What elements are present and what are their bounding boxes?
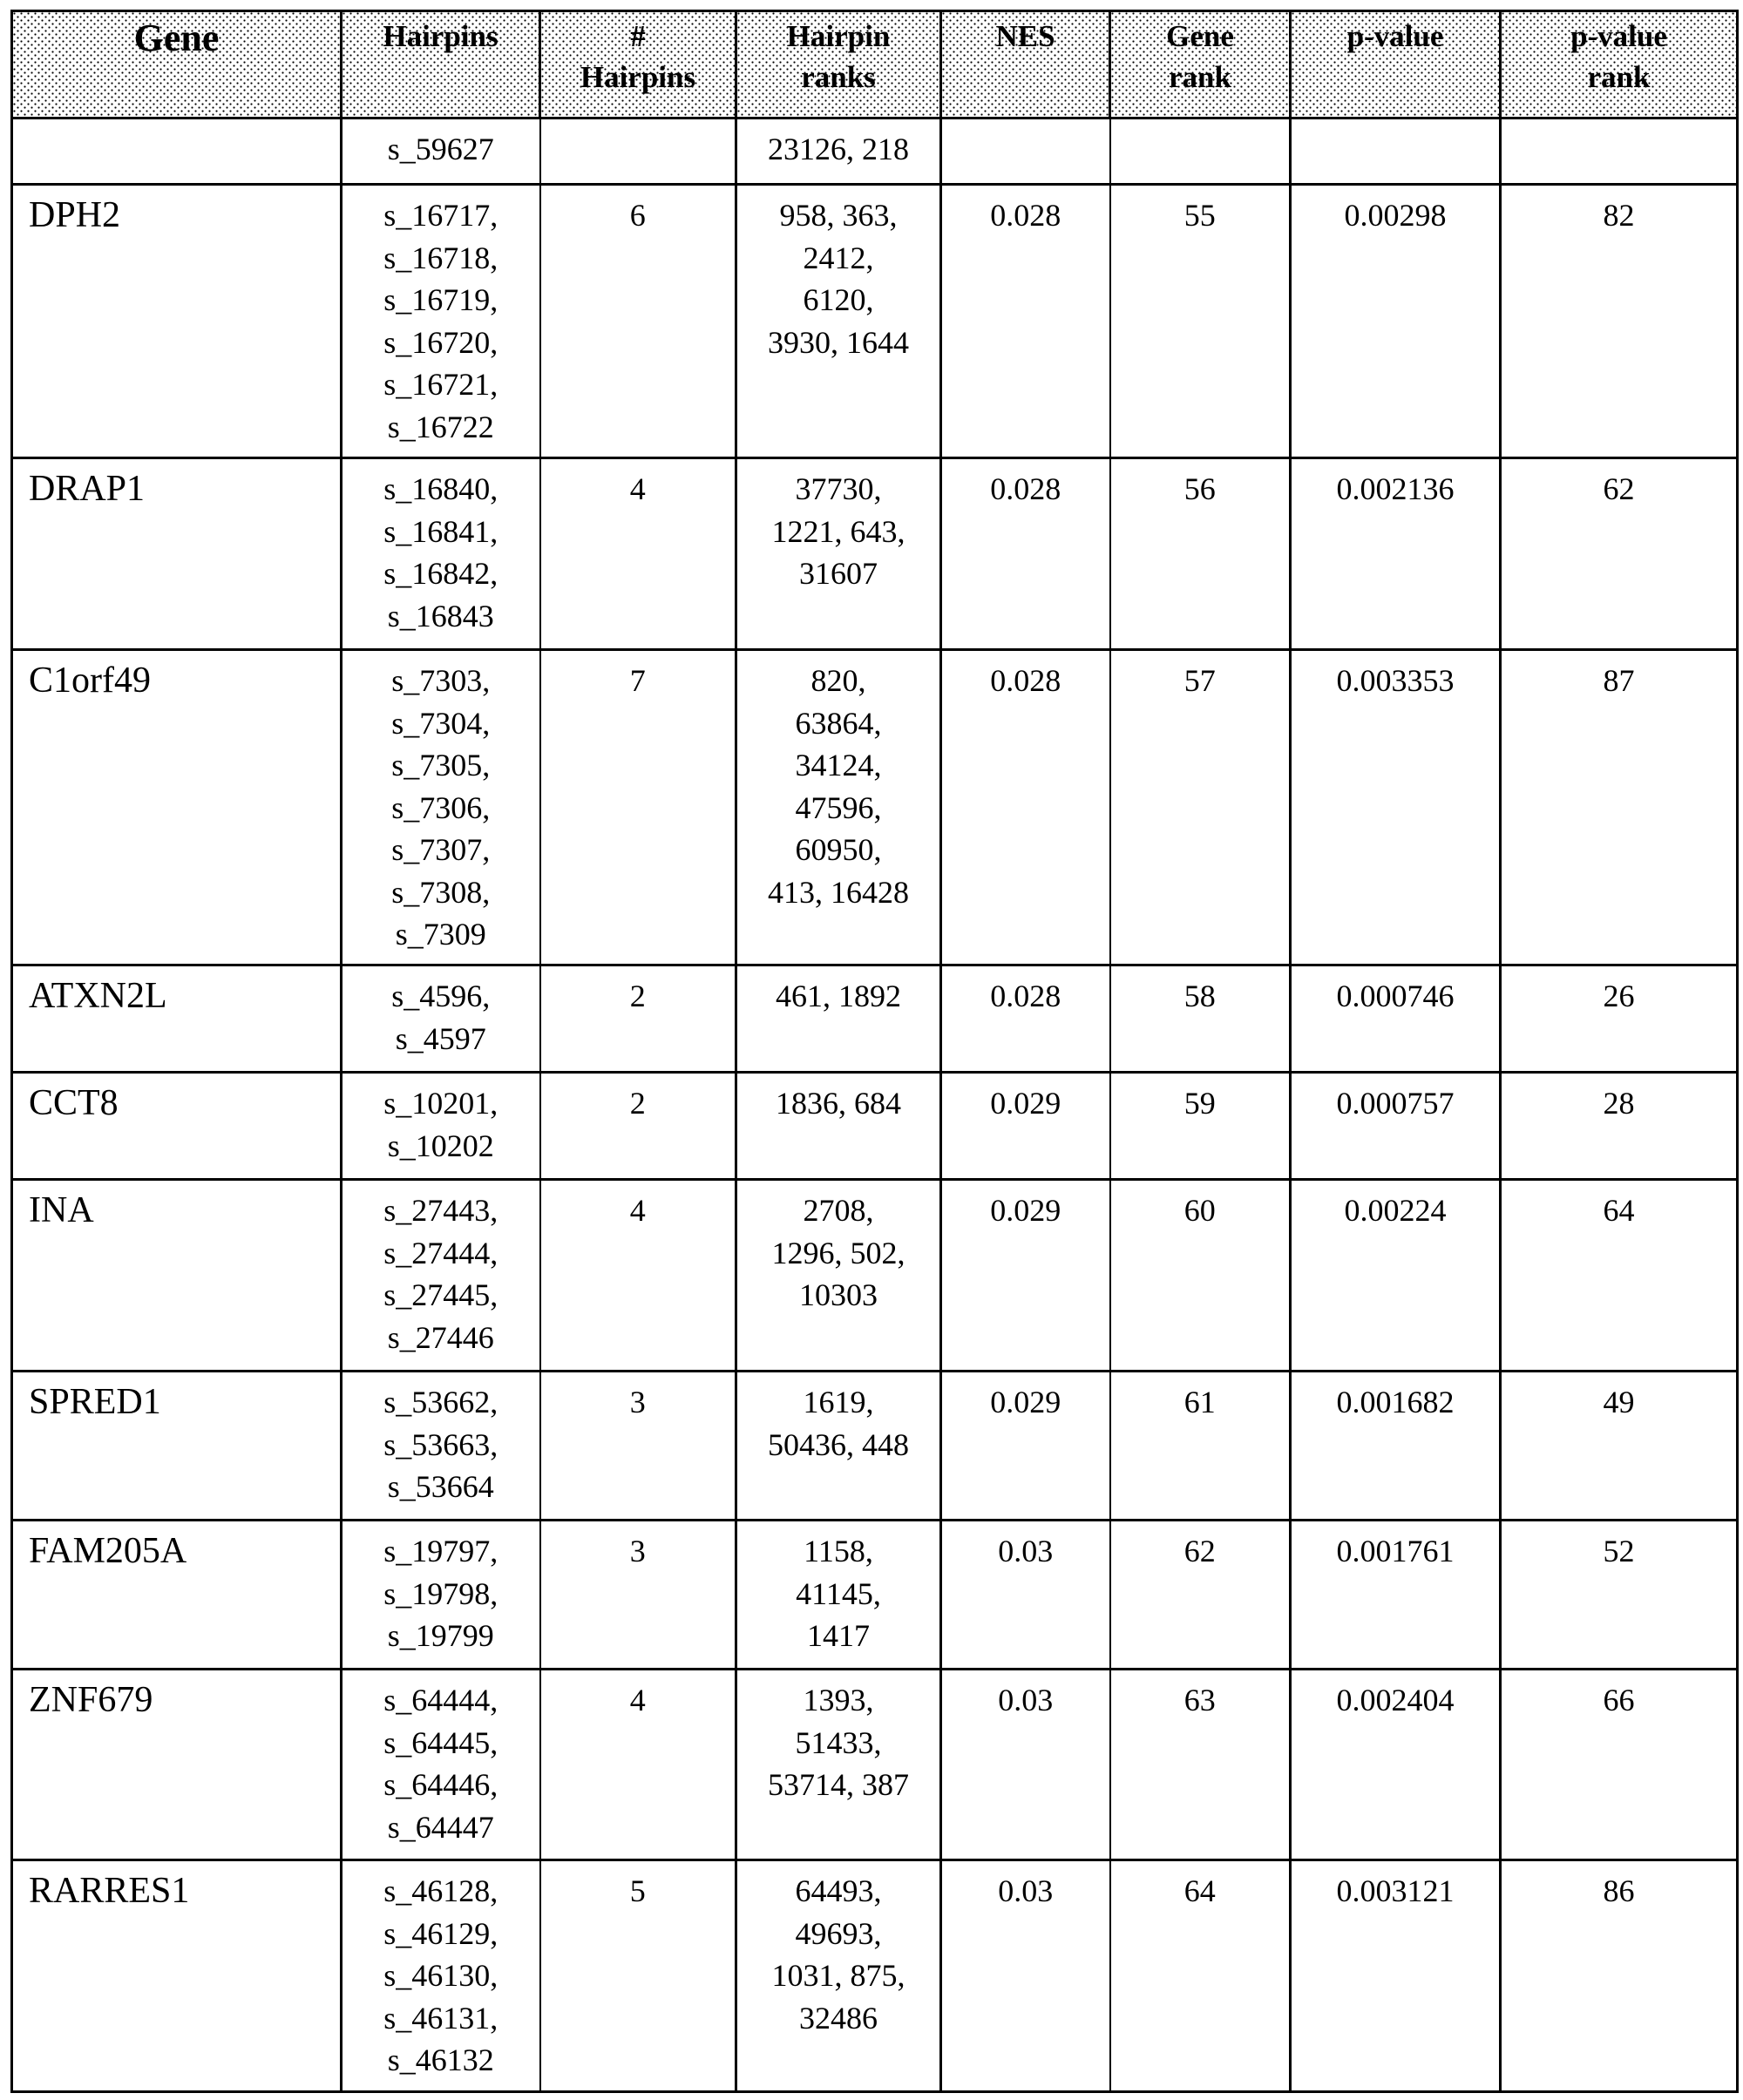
hairpin-id: s_64444,	[383, 1683, 498, 1717]
p-value-cell	[1291, 458, 1501, 650]
nes-cell	[941, 965, 1110, 1073]
p-value-rank: 52	[1603, 1534, 1635, 1568]
gene-rank-cell	[1110, 1073, 1291, 1180]
nes-cell	[941, 1521, 1110, 1670]
hairpins-cell	[342, 650, 540, 965]
gene-cell	[12, 650, 342, 965]
num-hairpins-cell	[540, 1860, 736, 2092]
gene-rank-cell	[1110, 965, 1291, 1073]
table-body	[12, 119, 1738, 2092]
gene-rank-cell	[1110, 1670, 1291, 1860]
gene-cell	[12, 1073, 342, 1180]
hairpin-rank: 461, 1892	[776, 979, 901, 1013]
p-value-cell	[1291, 965, 1501, 1073]
hairpin-id: s_64447	[387, 1809, 494, 1845]
nes-cell	[941, 1670, 1110, 1860]
p-value: 0.000757	[1336, 1086, 1455, 1121]
hairpin-rank: 1393,	[803, 1683, 874, 1717]
hairpin-rank: 51433,	[795, 1724, 882, 1760]
hairpin-rank: 34124,	[795, 748, 882, 782]
p-value-rank: 64	[1603, 1193, 1635, 1228]
nes-value: 0.028	[990, 663, 1061, 698]
header-num-hairpins: # Hairpins	[540, 11, 736, 119]
hairpin-id: s_27444,	[383, 1235, 498, 1270]
hairpin-rank: 37730,	[795, 471, 882, 506]
hairpin-rank: 958, 363,	[779, 198, 898, 233]
num-hairpins-cell	[540, 458, 736, 650]
hairpin-id: s_19797,	[383, 1534, 498, 1568]
hairpin-rank: 6120,	[803, 282, 874, 317]
hairpin-rank: 10303	[799, 1277, 878, 1312]
num-hairpins: 2	[629, 1086, 646, 1121]
hairpin-ranks-cell	[736, 458, 941, 650]
hairpin-id: s_10201,	[383, 1086, 498, 1121]
p-value-rank: 49	[1603, 1385, 1635, 1419]
gene-rank-cell	[1110, 119, 1291, 185]
hairpin-ranks-cell	[736, 1372, 941, 1521]
hairpin-ranks-cell	[736, 650, 941, 965]
hairpin-id: s_7308,	[391, 874, 491, 910]
hairpin-id: s_59627	[387, 132, 494, 166]
nes-value: 0.03	[998, 1534, 1054, 1568]
num-hairpins: 4	[629, 471, 646, 506]
gene-rank: 55	[1183, 198, 1216, 233]
num-hairpins: 4	[629, 1193, 646, 1228]
hairpin-id: s_46130,	[383, 1958, 498, 1993]
hairpin-rank: 23126, 218	[768, 132, 909, 166]
header-row	[12, 11, 1738, 119]
hairpin-id: s_27443,	[383, 1193, 498, 1228]
hairpin-ranks-cell	[736, 1073, 941, 1180]
table-row	[12, 650, 1738, 965]
hairpin-id: s_27445,	[383, 1277, 498, 1312]
nes-value: 0.029	[990, 1086, 1061, 1121]
hairpin-id: s_16721,	[383, 367, 498, 402]
p-value-rank-cell	[1501, 965, 1738, 1073]
hairpin-rank: 2412,	[803, 240, 874, 275]
p-value-cell	[1291, 1073, 1501, 1180]
p-value-rank: 62	[1603, 471, 1635, 506]
gene-rank-cell	[1110, 1860, 1291, 2092]
hairpin-id: s_7304,	[391, 705, 491, 741]
hairpin-id: s_16842,	[383, 556, 498, 591]
p-value-cell	[1291, 1521, 1501, 1670]
hairpin-rank: 41145,	[796, 1575, 881, 1611]
num-hairpins: 3	[629, 1534, 646, 1568]
hairpin-ranks-cell	[736, 1521, 941, 1670]
hairpins-cell	[342, 1521, 540, 1670]
p-value-rank-cell	[1501, 185, 1738, 458]
num-hairpins: 4	[629, 1683, 646, 1717]
hairpin-rank: 1031, 875,	[771, 1958, 905, 1993]
gene-cell	[12, 1860, 342, 2092]
p-value: 0.00298	[1344, 198, 1447, 233]
gene-rank-cell	[1110, 185, 1291, 458]
nes-value: 0.029	[990, 1385, 1061, 1419]
nes-cell	[941, 185, 1110, 458]
hairpin-id: s_53663,	[383, 1426, 498, 1462]
hairpin-rank: 1221, 643,	[771, 513, 905, 549]
gene-rank: 61	[1183, 1385, 1216, 1419]
p-value-rank-cell	[1501, 1372, 1738, 1521]
hairpin-id: s_7305,	[391, 748, 491, 782]
hairpin-rank: 32486	[799, 2000, 878, 2036]
hairpin-id: s_27446	[387, 1319, 494, 1355]
hairpin-ranks-cell	[736, 1670, 941, 1860]
hairpin-ranks-cell	[736, 1180, 941, 1372]
nes-cell	[941, 119, 1110, 185]
table-row	[12, 185, 1738, 458]
hairpins-cell	[342, 965, 540, 1073]
hairpin-id: s_46131,	[383, 2000, 498, 2036]
hairpin-id: s_16843	[387, 598, 494, 633]
hairpin-rank: 2708,	[803, 1193, 874, 1228]
p-value-rank: 66	[1603, 1683, 1635, 1717]
num-hairpins: 6	[629, 198, 646, 233]
p-value-cell	[1291, 1180, 1501, 1372]
table-row	[12, 965, 1738, 1073]
gene-name: CCT8	[29, 1083, 119, 1123]
gene-rank: 62	[1183, 1534, 1216, 1568]
hairpin-id: s_19798,	[383, 1575, 498, 1611]
hairpin-id: s_10202	[387, 1128, 494, 1163]
hairpins-cell	[342, 1860, 540, 2092]
gene-name: FAM205A	[29, 1531, 187, 1571]
hairpin-id: s_16840,	[383, 471, 498, 506]
table-row	[12, 1073, 1738, 1180]
p-value-rank-cell	[1501, 458, 1738, 650]
nes-value: 0.028	[990, 979, 1061, 1013]
gene-name: DRAP1	[29, 469, 146, 509]
hairpin-ranks-cell	[736, 1860, 941, 2092]
hairpin-rank: 49693,	[795, 1915, 882, 1951]
hairpin-id: s_7306,	[391, 789, 491, 825]
nes-cell	[941, 1180, 1110, 1372]
gene-rank: 58	[1183, 979, 1216, 1013]
hairpin-id: s_53662,	[383, 1385, 498, 1419]
hairpin-id: s_46128,	[383, 1873, 498, 1908]
nes-cell	[941, 458, 1110, 650]
p-value-rank: 26	[1603, 979, 1635, 1013]
gene-rank-cell	[1110, 1180, 1291, 1372]
p-value-cell	[1291, 1860, 1501, 2092]
p-value-rank: 87	[1603, 663, 1635, 698]
gene-cell	[12, 119, 342, 185]
hairpin-rank: 50436, 448	[768, 1426, 909, 1462]
gene-rank-cell	[1110, 1372, 1291, 1521]
header-hairpin-ranks: Hairpin ranks	[736, 11, 941, 119]
hairpin-rank: 47596,	[795, 789, 882, 825]
gene-rank: 59	[1183, 1086, 1216, 1121]
p-value-cell	[1291, 650, 1501, 965]
header-p-value: p-value	[1291, 11, 1501, 119]
gene-name: RARRES1	[29, 1871, 190, 1911]
hairpin-id: s_46132	[387, 2042, 494, 2077]
p-value: 0.003353	[1336, 663, 1455, 698]
nes-value: 0.03	[998, 1683, 1054, 1717]
gene-cell	[12, 1180, 342, 1372]
hairpins-cell	[342, 185, 540, 458]
hairpin-rank: 3930, 1644	[768, 324, 909, 360]
p-value: 0.000746	[1336, 979, 1455, 1013]
hairpin-id: s_16717,	[383, 198, 498, 233]
nes-cell	[941, 1860, 1110, 2092]
gene-rank-cell	[1110, 650, 1291, 965]
table-row	[12, 1521, 1738, 1670]
p-value-rank-cell	[1501, 1860, 1738, 2092]
nes-value: 0.029	[990, 1193, 1061, 1228]
gene-name: DPH2	[29, 195, 121, 235]
num-hairpins-cell	[540, 1670, 736, 1860]
num-hairpins: 3	[629, 1385, 646, 1419]
num-hairpins: 7	[629, 663, 646, 698]
hairpin-ranks-cell	[736, 965, 941, 1073]
header-gene: Gene	[12, 11, 342, 119]
num-hairpins-cell	[540, 1372, 736, 1521]
hairpin-rank: 1296, 502,	[771, 1235, 905, 1270]
p-value-rank-cell	[1501, 1073, 1738, 1180]
hairpin-id: s_53664	[387, 1469, 494, 1504]
hairpin-rank: 820,	[810, 663, 866, 698]
hairpin-rank: 60950,	[795, 832, 882, 867]
gene-name: C1orf49	[29, 660, 151, 701]
num-hairpins-cell	[540, 185, 736, 458]
hairpin-id: s_16718,	[383, 240, 498, 275]
hairpin-id: s_64446,	[383, 1767, 498, 1802]
hairpin-id: s_16841,	[383, 513, 498, 549]
hairpins-cell	[342, 1073, 540, 1180]
header-p-value-rank: p-value rank	[1501, 11, 1738, 119]
p-value-cell	[1291, 119, 1501, 185]
p-value-rank-cell	[1501, 1670, 1738, 1860]
hairpin-id: s_19799	[387, 1618, 494, 1653]
p-value: 0.001761	[1336, 1534, 1455, 1568]
hairpin-rank: 31607	[799, 556, 878, 591]
p-value-rank: 28	[1603, 1086, 1635, 1121]
hairpin-rank: 1619,	[803, 1385, 874, 1419]
gene-rank: 60	[1183, 1193, 1216, 1228]
table-row	[12, 1670, 1738, 1860]
gene-rank: 63	[1183, 1683, 1216, 1717]
nes-cell	[941, 1073, 1110, 1180]
p-value: 0.001682	[1336, 1385, 1455, 1419]
gene-cell	[12, 1670, 342, 1860]
gene-cell	[12, 458, 342, 650]
hairpins-cell	[342, 1372, 540, 1521]
header-gene-rank: Gene rank	[1110, 11, 1291, 119]
gene-cell	[12, 965, 342, 1073]
table-row	[12, 1372, 1738, 1521]
num-hairpins-cell	[540, 650, 736, 965]
nes-value: 0.028	[990, 198, 1061, 233]
nes-cell	[941, 650, 1110, 965]
p-value-rank-cell	[1501, 119, 1738, 185]
gene-cell	[12, 1372, 342, 1521]
hairpin-rank: 413, 16428	[768, 874, 909, 910]
p-value-cell	[1291, 1670, 1501, 1860]
hairpin-id: s_7303,	[391, 663, 491, 698]
p-value-rank: 82	[1603, 198, 1635, 233]
p-value: 0.00224	[1344, 1193, 1447, 1228]
num-hairpins: 2	[629, 979, 646, 1013]
p-value-rank-cell	[1501, 1180, 1738, 1372]
hairpin-rank: 1836, 684	[776, 1086, 901, 1121]
hairpin-id: s_4597	[395, 1020, 486, 1056]
gene-name: SPRED1	[29, 1382, 161, 1422]
hairpin-id: s_64445,	[383, 1724, 498, 1760]
hairpins-cell	[342, 458, 540, 650]
hairpin-rank: 64493,	[795, 1873, 882, 1908]
nes-cell	[941, 1372, 1110, 1521]
hairpin-id: s_7309	[395, 917, 486, 952]
hairpin-rank: 63864,	[795, 705, 882, 741]
hairpin-id: s_4596,	[391, 979, 491, 1013]
hairpin-ranks-cell	[736, 119, 941, 185]
hairpin-id: s_46129,	[383, 1915, 498, 1951]
p-value: 0.003121	[1336, 1873, 1455, 1908]
hairpins-cell	[342, 1180, 540, 1372]
table-row	[12, 119, 1738, 185]
table-row	[12, 1180, 1738, 1372]
num-hairpins-cell	[540, 1521, 736, 1670]
hairpin-id: s_16720,	[383, 324, 498, 360]
p-value-rank-cell	[1501, 650, 1738, 965]
hairpin-ranks-cell	[736, 185, 941, 458]
hairpins-cell	[342, 119, 540, 185]
gene-rank: 56	[1183, 471, 1216, 506]
header-hairpins: Hairpins	[342, 11, 540, 119]
p-value-rank-cell	[1501, 1521, 1738, 1670]
hairpin-id: s_16722	[387, 409, 494, 444]
num-hairpins-cell	[540, 119, 736, 185]
gene-name: ZNF679	[29, 1680, 153, 1720]
gene-cell	[12, 185, 342, 458]
p-value-cell	[1291, 1372, 1501, 1521]
table-row	[12, 1860, 1738, 2092]
nes-value: 0.028	[990, 471, 1061, 506]
hairpin-id: s_16719,	[383, 282, 498, 317]
hairpin-id: s_7307,	[391, 832, 491, 867]
hairpin-rank: 1417	[807, 1618, 870, 1653]
header-nes: NES	[941, 11, 1110, 119]
gene-rank-cell	[1110, 1521, 1291, 1670]
hairpins-cell	[342, 1670, 540, 1860]
gene-rank-cell	[1110, 458, 1291, 650]
p-value: 0.002136	[1336, 471, 1455, 506]
gene-cell	[12, 1521, 342, 1670]
p-value-cell	[1291, 185, 1501, 458]
p-value: 0.002404	[1336, 1683, 1455, 1717]
num-hairpins: 5	[629, 1873, 646, 1908]
gene-rank: 57	[1183, 663, 1216, 698]
num-hairpins-cell	[540, 1180, 736, 1372]
gene-rank: 64	[1183, 1873, 1216, 1908]
nes-value: 0.03	[998, 1873, 1054, 1908]
gene-hairpin-table	[10, 10, 1739, 2093]
gene-name: INA	[29, 1190, 94, 1230]
hairpin-rank: 53714, 387	[768, 1767, 909, 1802]
num-hairpins-cell	[540, 965, 736, 1073]
hairpin-rank: 1158,	[804, 1534, 873, 1568]
gene-name: ATXN2L	[29, 976, 167, 1016]
num-hairpins-cell	[540, 1073, 736, 1180]
table-row	[12, 458, 1738, 650]
p-value-rank: 86	[1603, 1873, 1635, 1908]
